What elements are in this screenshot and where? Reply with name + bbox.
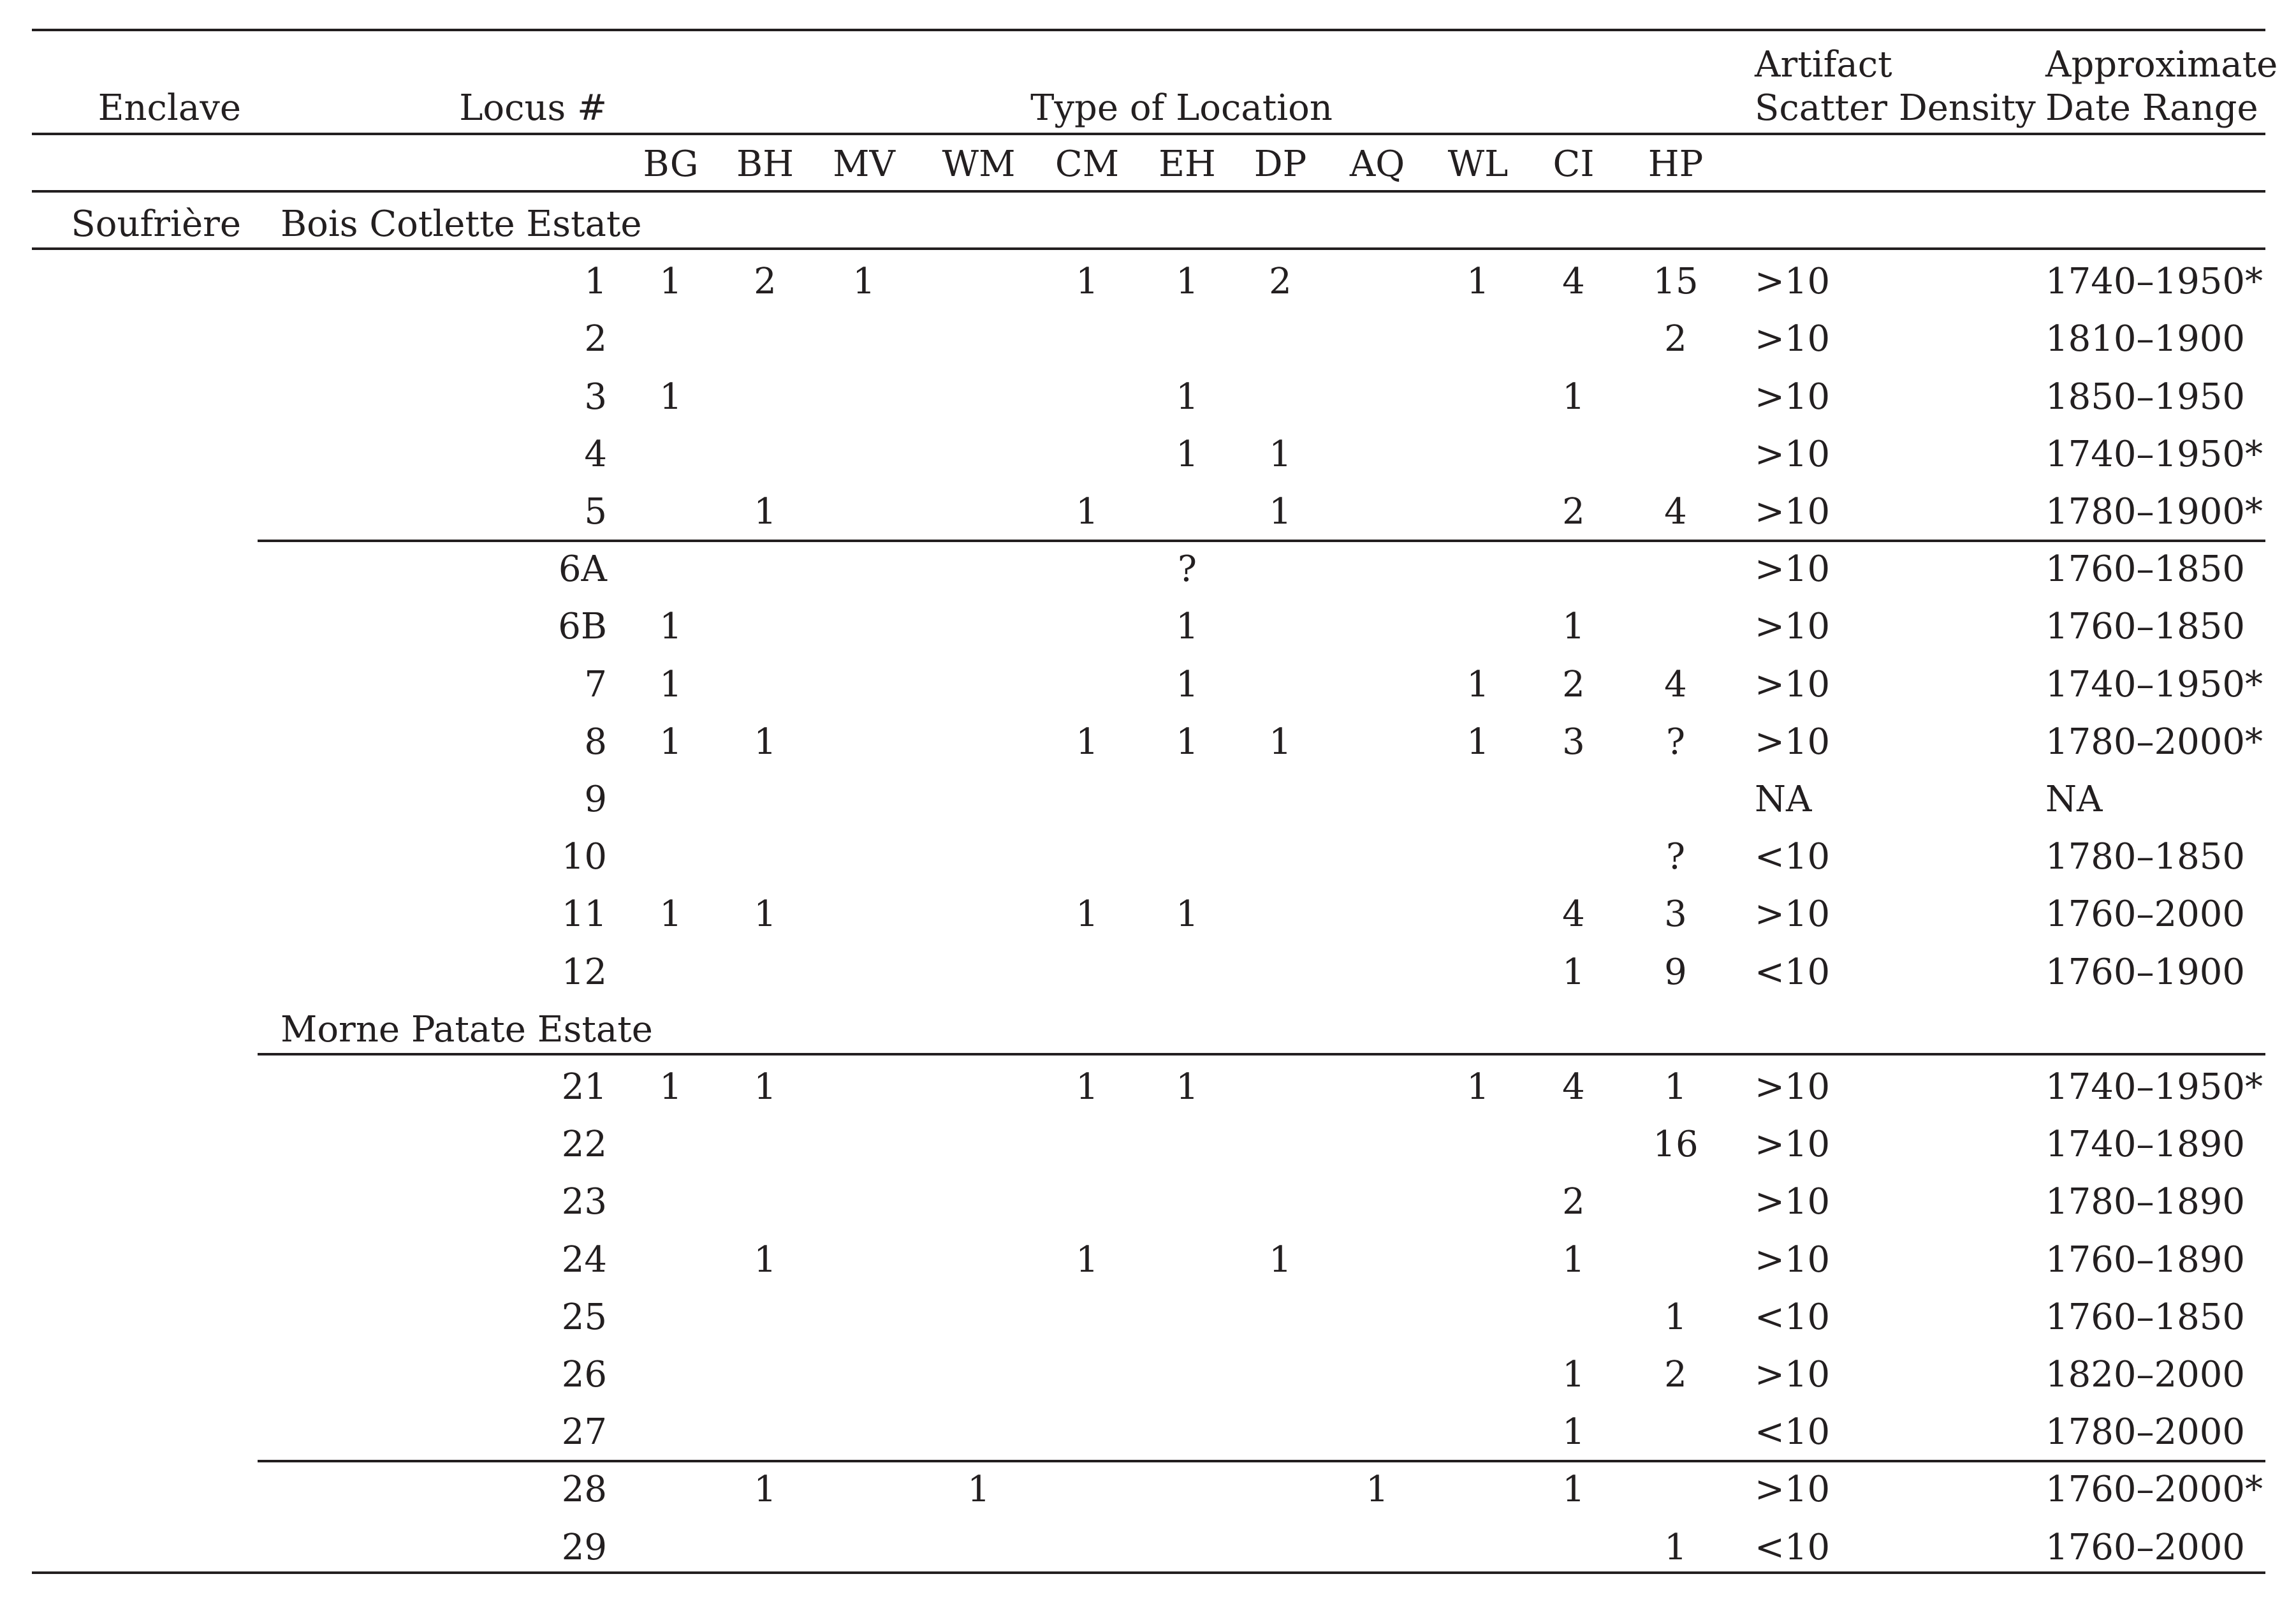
cell-hp: 15	[1653, 261, 1699, 303]
scatter-density: >10	[1755, 606, 1831, 648]
date-range: 1760–2000	[2045, 894, 2246, 936]
cell-cm: 1	[1076, 1066, 1099, 1108]
locus-number: 1	[584, 261, 607, 303]
type-column-header-ci: CI	[1553, 143, 1595, 185]
locus-number: 5	[584, 491, 607, 533]
date-range: NA	[2045, 779, 2103, 820]
cell-ci: 3	[1562, 721, 1585, 763]
header-density-line2: Scatter Density	[1755, 87, 2036, 129]
type-column-header-bh: BH	[736, 143, 794, 185]
scatter-density: >10	[1755, 318, 1831, 360]
date-range: 1740–1950*	[2045, 663, 2263, 705]
cell-bh: 1	[754, 1066, 777, 1108]
cell-eh: 1	[1176, 894, 1199, 936]
cell-bg: 1	[659, 894, 682, 936]
date-range: 1760–2000	[2045, 1526, 2246, 1568]
date-range: 1810–1900	[2045, 318, 2246, 360]
date-range: 1760–1850	[2045, 606, 2246, 648]
cell-bg: 1	[659, 606, 682, 648]
cell-eh: 1	[1176, 261, 1199, 303]
cell-bg: 1	[659, 663, 682, 705]
date-range: 1780–1890	[2045, 1181, 2246, 1223]
group-rule	[258, 1460, 2265, 1462]
cell-mv: 1	[852, 261, 875, 303]
locus-number: 12	[561, 951, 607, 993]
scatter-density: >10	[1755, 1469, 1831, 1511]
cell-wl: 1	[1466, 1066, 1489, 1108]
type-column-header-wm: WM	[942, 143, 1016, 185]
cell-wl: 1	[1466, 261, 1489, 303]
cell-ci: 1	[1562, 606, 1585, 648]
scatter-density: >10	[1755, 1354, 1831, 1395]
scatter-density: <10	[1755, 836, 1831, 878]
date-range: 1820–2000	[2045, 1354, 2246, 1395]
cell-eh: 1	[1176, 606, 1199, 648]
scatter-density: >10	[1755, 1239, 1831, 1281]
type-column-header-mv: MV	[833, 143, 895, 185]
cell-cm: 1	[1076, 894, 1099, 936]
cell-hp: 3	[1664, 894, 1687, 936]
cell-bh: 1	[754, 721, 777, 763]
estate-name: Bois Cotlette Estate	[281, 203, 642, 245]
scatter-density: >10	[1755, 376, 1831, 418]
date-range: 1780–1850	[2045, 836, 2246, 878]
cell-bh: 1	[754, 1469, 777, 1511]
scatter-density: <10	[1755, 951, 1831, 993]
scatter-density: >10	[1755, 721, 1831, 763]
cell-ci: 1	[1562, 951, 1585, 993]
cell-dp: 1	[1269, 721, 1292, 763]
cell-hp: 4	[1664, 491, 1687, 533]
locus-number: 26	[561, 1354, 607, 1395]
date-range: 1760–1900	[2045, 951, 2246, 993]
scatter-density: >10	[1755, 663, 1831, 705]
locus-number: 21	[561, 1066, 607, 1108]
type-column-header-hp: HP	[1648, 143, 1704, 185]
cell-dp: 1	[1269, 433, 1292, 475]
cell-dp: 2	[1269, 261, 1292, 303]
header-locus: Locus #	[459, 87, 607, 129]
cell-cm: 1	[1076, 491, 1099, 533]
cell-hp: 16	[1653, 1124, 1699, 1166]
cell-ci: 1	[1562, 376, 1585, 418]
cell-eh: ?	[1177, 548, 1197, 591]
locus-number: 6A	[558, 548, 607, 591]
cell-hp: ?	[1665, 721, 1686, 763]
cell-cm: 1	[1076, 721, 1099, 763]
locus-number: 22	[561, 1124, 607, 1166]
header-date-line1: Approximate	[2045, 44, 2278, 85]
locus-number: 6B	[558, 606, 607, 648]
scatter-density: >10	[1755, 261, 1831, 303]
scatter-density: NA	[1755, 779, 1812, 820]
date-range: 1780–2000*	[2045, 721, 2263, 763]
cell-bh: 2	[754, 261, 777, 303]
locus-number: 25	[561, 1296, 607, 1338]
header-enclave: Enclave	[98, 87, 241, 129]
date-range: 1780–2000	[2045, 1411, 2246, 1453]
header-date-line2: Date Range	[2045, 87, 2258, 129]
cell-bg: 1	[659, 261, 682, 303]
enclave-name: Soufrière	[71, 203, 241, 245]
cell-aq: 1	[1366, 1469, 1389, 1511]
locus-number: 29	[561, 1526, 607, 1568]
date-range: 1850–1950	[2045, 376, 2246, 418]
cell-ci: 4	[1562, 1066, 1585, 1108]
cell-ci: 1	[1562, 1469, 1585, 1511]
date-range: 1740–1950*	[2045, 433, 2263, 475]
date-range: 1780–1900*	[2045, 491, 2263, 533]
locus-number: 28	[561, 1469, 607, 1511]
cell-ci: 2	[1562, 663, 1585, 705]
cell-hp: 2	[1664, 1354, 1687, 1395]
cell-eh: 1	[1176, 433, 1199, 475]
cell-hp: 4	[1664, 663, 1687, 705]
cell-dp: 1	[1269, 491, 1292, 533]
date-range: 1740–1950*	[2045, 1066, 2263, 1108]
date-range: 1760–1850	[2045, 1296, 2246, 1338]
cell-hp: 2	[1664, 318, 1687, 360]
type-column-header-dp: DP	[1254, 143, 1307, 185]
header-rule	[32, 133, 2265, 135]
cell-hp: ?	[1665, 836, 1686, 878]
scatter-density: >10	[1755, 1181, 1831, 1223]
date-range: 1740–1890	[2045, 1124, 2246, 1166]
date-range: 1740–1950*	[2045, 261, 2263, 303]
estate-name: Morne Patate Estate	[281, 1008, 653, 1050]
type-column-header-aq: AQ	[1349, 143, 1405, 185]
scatter-density: >10	[1755, 1066, 1831, 1108]
header-density-line1: Artifact	[1755, 44, 1892, 85]
cell-bh: 1	[754, 1239, 777, 1281]
scatter-density: >10	[1755, 894, 1831, 936]
cell-eh: 1	[1176, 376, 1199, 418]
cell-eh: 1	[1176, 721, 1199, 763]
scatter-density: <10	[1755, 1411, 1831, 1453]
cell-ci: 4	[1562, 894, 1585, 936]
type-column-header-wl: WL	[1447, 143, 1509, 185]
cell-wl: 1	[1466, 721, 1489, 763]
cell-ci: 1	[1562, 1354, 1585, 1395]
cell-eh: 1	[1176, 663, 1199, 705]
date-range: 1760–2000*	[2045, 1469, 2263, 1511]
locus-number: 10	[561, 836, 607, 878]
locus-number: 4	[584, 433, 607, 475]
scatter-density: <10	[1755, 1526, 1831, 1568]
locus-number: 3	[584, 376, 607, 418]
cell-bg: 1	[659, 376, 682, 418]
cell-hp: 1	[1664, 1526, 1687, 1568]
type-column-header-cm: CM	[1055, 143, 1120, 185]
cell-dp: 1	[1269, 1239, 1292, 1281]
cell-ci: 4	[1562, 261, 1585, 303]
date-range: 1760–1890	[2045, 1239, 2246, 1281]
estate-heading-rule	[258, 1053, 2265, 1055]
locus-number: 2	[584, 318, 607, 360]
locus-number: 23	[561, 1181, 607, 1223]
cell-ci: 2	[1562, 1181, 1585, 1223]
scatter-density: >10	[1755, 548, 1831, 591]
table-top-rule	[32, 29, 2265, 31]
locus-number: 9	[584, 779, 607, 820]
scatter-density: <10	[1755, 1296, 1831, 1338]
cell-bg: 1	[659, 1066, 682, 1108]
header-type-of-location: Type of Location	[1030, 87, 1333, 129]
column-header-rule	[32, 190, 2265, 193]
scatter-density: >10	[1755, 1124, 1831, 1166]
group-rule	[258, 540, 2265, 542]
cell-wl: 1	[1466, 663, 1489, 705]
estate-heading-rule	[32, 247, 2265, 250]
cell-cm: 1	[1076, 261, 1099, 303]
locus-number: 27	[561, 1411, 607, 1453]
locus-number: 11	[561, 894, 607, 936]
cell-wm: 1	[967, 1469, 990, 1511]
cell-bg: 1	[659, 721, 682, 763]
cell-hp: 1	[1664, 1296, 1687, 1338]
cell-ci: 2	[1562, 491, 1585, 533]
scatter-density: >10	[1755, 491, 1831, 533]
locus-number: 8	[584, 721, 607, 763]
locus-number: 24	[561, 1239, 607, 1281]
cell-eh: 1	[1176, 1066, 1199, 1108]
cell-cm: 1	[1076, 1239, 1099, 1281]
type-column-header-eh: EH	[1159, 143, 1216, 185]
cell-ci: 1	[1562, 1239, 1585, 1281]
cell-ci: 1	[1562, 1411, 1585, 1453]
cell-hp: 1	[1664, 1066, 1687, 1108]
locus-number: 7	[584, 663, 607, 705]
cell-bh: 1	[754, 894, 777, 936]
cell-bh: 1	[754, 491, 777, 533]
type-column-header-bg: BG	[643, 143, 699, 185]
cell-hp: 9	[1664, 951, 1687, 993]
table-bottom-rule	[32, 1571, 2265, 1574]
scatter-density: >10	[1755, 433, 1831, 475]
date-range: 1760–1850	[2045, 548, 2246, 591]
